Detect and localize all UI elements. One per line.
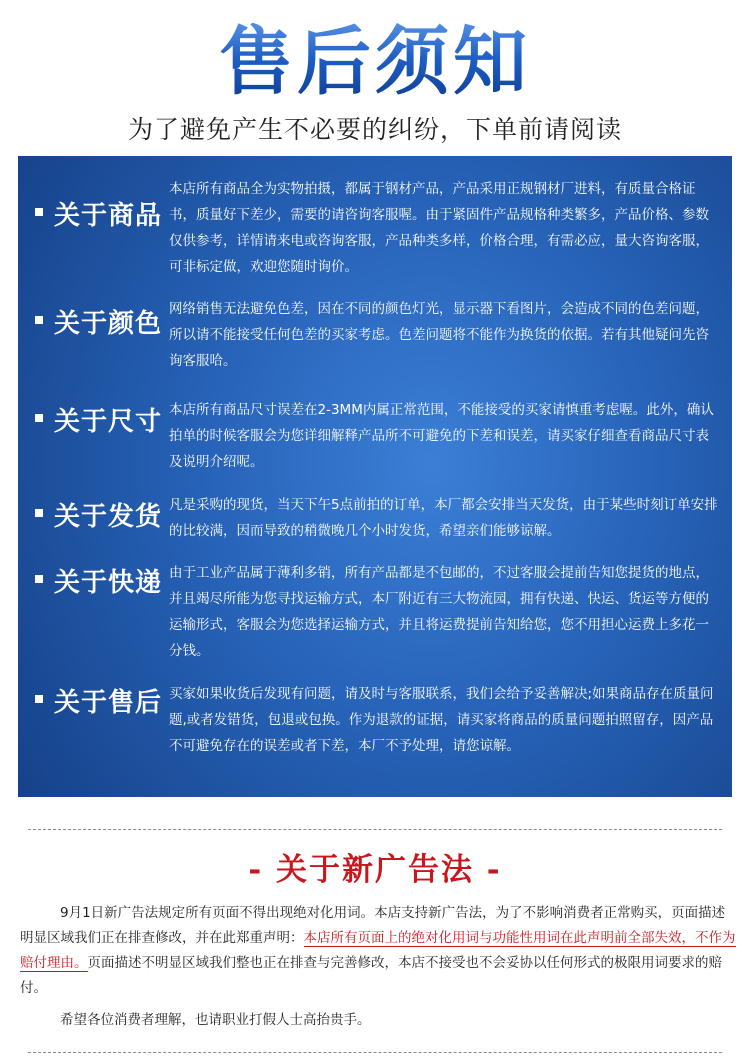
bullet-icon xyxy=(35,695,43,703)
section-heading: 关于尺寸 xyxy=(54,407,163,437)
section-heading: 关于发货 xyxy=(54,502,163,532)
bullet-icon xyxy=(35,509,43,517)
section-heading: 关于售后 xyxy=(54,688,163,718)
section-body: 网络销售无法避免色差，因在不同的颜色灯光，显示器下看图片，会造成不同的色差问题，所以请不能接受任何色差的买家考虑。色差问题将不能作为换货的依据。若有其他疑问先咨询客服哈。 xyxy=(169,301,709,369)
section-body: 买家如果收货后发现有问题，请及时与客服联系，我们会给予妥善解决;如果商品存在质量问题,或者发错货，包退或包换。作为退款的证据，请买家将商品的质量问题拍照留存，因产品不可避免存在的误差或者下差，本厂不予处理，请您谅解。 xyxy=(169,686,714,754)
section-body: 由于工业产品属于薄利多销，所有产品都是不包邮的，不过客服会提前告知您提货的地点，并且竭尽所能为您寻找运输方式，本厂附近有三大物流园，拥有快递、快运、货运等方便的运输形式，客服会为您选择运输方式，并且将运费提前告知给您，您不用担心运费上多花一分钱。 xyxy=(169,565,709,659)
section-body: 本店所有商品尺寸误差在2-3MM内属正常范围，不能接受的买家请慎重考虑喔。此外，确认拍单的时候客服会为您详细解释产品所不可避免的下差和误差，请买家仔细查看商品尺寸表及说明介绍呢。 xyxy=(169,402,714,470)
section-body: 本店所有商品全为实物拍摄，都属于钢材产品，产品采用正规钢材厂进料，有质量合格证书，质量好下差少，需要的请咨询客服喔。由于紧固件产品规格种类繁多，产品价格、参数仅供参考，详情请来电或咨询客服，产品种类多样，价格合理，有需必应，量大咨询客服，可非标定做，欢迎您随时询价。 xyxy=(169,181,709,275)
ad-law-paragraph xyxy=(20,901,736,1001)
bullet-icon xyxy=(35,208,43,216)
ad-law-highlight: 本店所有页面上的绝对化用词与功能性用词在此声明前全部失效，不作为赔付理由。 xyxy=(20,930,736,971)
ad-law-title: - 关于新广告法 - xyxy=(248,852,502,888)
ad-law-tail-text: 页面描述不明显区域我们整也正在排查与完善修改，本店不接受也不会妥协以任何形式的极限用词要求的赔付。 xyxy=(20,955,722,996)
divider xyxy=(28,829,722,830)
ad-law-notice xyxy=(20,901,736,1033)
section-heading: 关于颜色 xyxy=(54,309,163,339)
ad-law-closing xyxy=(20,1008,736,1033)
section-heading: 关于快递 xyxy=(54,568,163,598)
bullet-icon xyxy=(35,575,43,583)
ad-law-closing-text: 希望各位消费者理解，也请职业打假人士高抬贵手。 xyxy=(60,1012,371,1028)
page-title: 售后须知 xyxy=(0,18,750,106)
ad-law-lead-text: 9月1日新广告法规定所有页面不得出现绝对化用词。本店支持新广告法，为了不影响消费者正常购买，页面描述明显区域我们正在排查修改，并在此郑重声明： xyxy=(20,905,726,946)
section-body: 凡是采购的现货，当天下午5点前拍的订单，本厂都会安排当天发货，由于某些时刻订单安排的比较满，因而导致的稍微晚几个小时发货，希望亲们能够谅解。 xyxy=(169,497,718,539)
section-heading: 关于商品 xyxy=(54,201,163,231)
page-subtitle: 为了避免产生不必要的纠纷，下单前请阅读 xyxy=(127,115,622,144)
bullet-icon xyxy=(35,414,43,422)
divider xyxy=(28,1052,722,1053)
bullet-icon xyxy=(35,316,43,324)
notice-panel xyxy=(18,156,732,797)
